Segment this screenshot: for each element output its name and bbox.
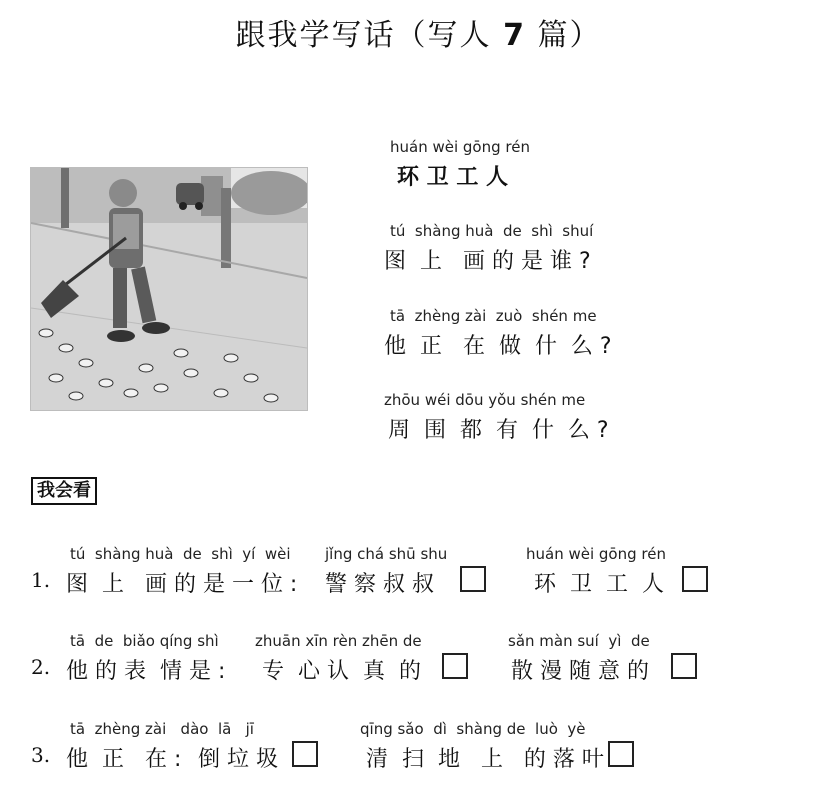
exercise-2-option-b-pinyin: sǎn màn suí yì de [508, 632, 650, 650]
story-title: 环 卫 工 人 [397, 165, 508, 190]
title-number: 7 [503, 18, 526, 53]
exercise-3-stem: 他 正 在 : [66, 747, 182, 772]
exercise-3-option-b: 清 扫 地 上 的 落 叶 [366, 747, 604, 772]
exercise-3-option-a: 倒 垃 圾 [198, 747, 278, 772]
title-text: 跟我学写话（写人 [235, 18, 492, 53]
exercise-1-option-b-pinyin: huán wèi gōng rén [526, 545, 666, 563]
exercise-3-stem-pinyin: tā zhèng zài dào lā jī [70, 720, 254, 738]
exercise-3-option-b-pinyin: qīng sǎo dì shàng de luò yè [360, 720, 586, 738]
exercise-2-stem: 他 的 表 情 是 : [66, 659, 226, 684]
exercise-3-option-a-checkbox[interactable] [292, 741, 318, 767]
sweeper-illustration-svg [31, 168, 307, 410]
exercise-2-option-b-checkbox[interactable] [671, 653, 697, 679]
question-3-text: 周 围 都 有 什 么 ? [388, 418, 609, 443]
exercise-2-option-a-checkbox[interactable] [442, 653, 468, 679]
exercise-1-option-a: 警 察 叔 叔 [325, 572, 434, 597]
title-end: 篇） [537, 18, 602, 53]
illustration-street-sweeper [30, 167, 308, 411]
exercise-1-option-b: 环 卫 工 人 [534, 572, 664, 597]
exercise-2-option-a-pinyin: zhuān xīn rèn zhēn de [255, 632, 422, 650]
exercise-3-option-b-checkbox[interactable] [608, 741, 634, 767]
question-1-text: 图 上 画 的 是 谁 ? [384, 249, 591, 274]
question-1-pinyin: tú shàng huà de shì shuí [390, 222, 594, 240]
question-2-text: 他 正 在 做 什 么 ? [384, 334, 612, 359]
story-title-pinyin: huán wèi gōng rén [390, 138, 530, 156]
exercise-1-number: 1. [31, 568, 51, 592]
exercise-2-number: 2. [31, 655, 51, 679]
exercise-1-option-a-pinyin: jǐng chá shū shu [325, 545, 448, 563]
exercise-2-option-a: 专 心 认 真 的 [262, 659, 421, 684]
exercise-2-option-b: 散 漫 随 意 的 [511, 659, 649, 684]
page-title [0, 10, 837, 54]
section-label: 我会看 [31, 477, 97, 505]
exercise-1-option-a-checkbox[interactable] [460, 566, 486, 592]
exercise-1-option-b-checkbox[interactable] [682, 566, 708, 592]
exercise-2-stem-pinyin: tā de biǎo qíng shì [70, 632, 219, 650]
exercise-1-stem-pinyin: tú shàng huà de shì yí wèi [70, 545, 291, 563]
exercise-3-number: 3. [31, 743, 51, 767]
exercise-1-stem: 图 上 画 的 是 一 位 : [66, 572, 298, 597]
question-3-pinyin: zhōu wéi dōu yǒu shén me [384, 391, 586, 409]
question-2-pinyin: tā zhèng zài zuò shén me [390, 307, 597, 325]
